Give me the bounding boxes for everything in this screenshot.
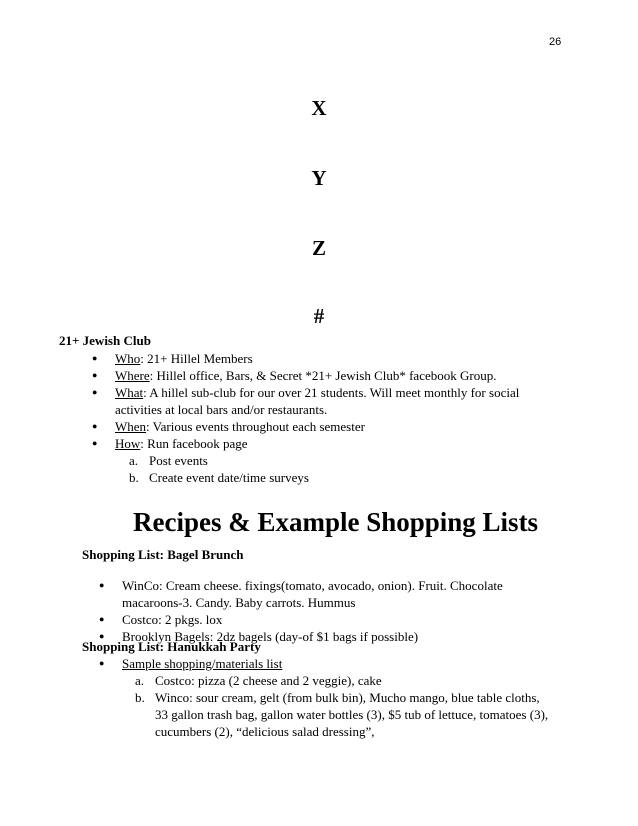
- sublist-item: [135, 689, 549, 740]
- letter-heading: Z: [311, 236, 326, 260]
- item-term: Who: [115, 351, 141, 366]
- sublist-text: Winco: sour cream, gelt (from bulk bin), Mucho mango, blue table cloths, 33 gallon trash bag, gallon water bottles (3), $5 tub of lettuce, tomatoes (3), cucumbers (2), “delicious salad dressing”,: [155, 690, 549, 739]
- sublist-text: Post events: [149, 453, 208, 468]
- sublist-text: Create event date/time surveys: [149, 470, 309, 485]
- list-item: [99, 655, 549, 740]
- how-sublist: [129, 452, 532, 486]
- page-number: 26: [549, 36, 562, 48]
- list-item: [92, 350, 532, 367]
- item-term: What: [115, 385, 144, 400]
- list-item: [92, 367, 532, 384]
- list-item: [92, 384, 532, 418]
- item-text: : Hillel office, Bars, & Secret *21+ Jewish Club* facebook Group.: [149, 368, 497, 383]
- list-item: [92, 435, 532, 486]
- item-term: Where: [115, 368, 150, 383]
- item-text: : Run facebook page: [140, 436, 248, 451]
- list-item: [92, 418, 532, 435]
- sublist-text: Costco: pizza (2 cheese and 2 veggie), cake: [155, 673, 382, 688]
- item-text: : A hillel sub-club for our over 21 students. Will meet monthly for social activities at local bars and/or restaurants.: [115, 385, 520, 417]
- list-item: ● Brooklyn Bagels: 2dz bagels (day-of $1 bags if possible): [99, 628, 549, 645]
- sublist-marker: a.: [129, 453, 139, 468]
- list-item: ● WinCo: Cream cheese. fixings(tomato, avocado, onion). Fruit. Chocolate macaroons-3. Candy. Baby carrots. Hummus: [99, 577, 549, 611]
- recipes-heading: Recipes & Example Shopping Lists: [133, 507, 539, 537]
- sublist-marker: b.: [135, 690, 145, 705]
- hanukkah-heading: Shopping List: Hanukkah Party: [82, 639, 261, 654]
- list-item: ● Costco: 2 pkgs. lox: [99, 611, 549, 628]
- sublist-marker: a.: [135, 673, 145, 688]
- hanukkah-list: [99, 655, 549, 740]
- letter-heading: #: [313, 304, 325, 328]
- bagel-brunch-list: [99, 577, 549, 645]
- letter-heading: Y: [311, 166, 327, 190]
- hanukkah-sublist: [135, 672, 549, 740]
- item-text: : 21+ Hillel Members: [140, 351, 253, 366]
- sublist-item: [135, 672, 549, 689]
- item-term: When: [115, 419, 147, 434]
- sublist-item: [129, 452, 532, 469]
- sublist-marker: b.: [129, 470, 139, 485]
- sublist-item: [129, 469, 532, 486]
- bagel-brunch-heading: Shopping List: Bagel Brunch: [82, 547, 244, 562]
- item-text: Sample shopping/materials list: [122, 656, 283, 671]
- item-term: How: [115, 436, 141, 451]
- letter-heading: X: [311, 96, 327, 120]
- item-text: : Various events throughout each semester: [146, 419, 365, 434]
- club-heading: 21+ Jewish Club: [59, 333, 151, 348]
- club-details-list: [92, 350, 532, 486]
